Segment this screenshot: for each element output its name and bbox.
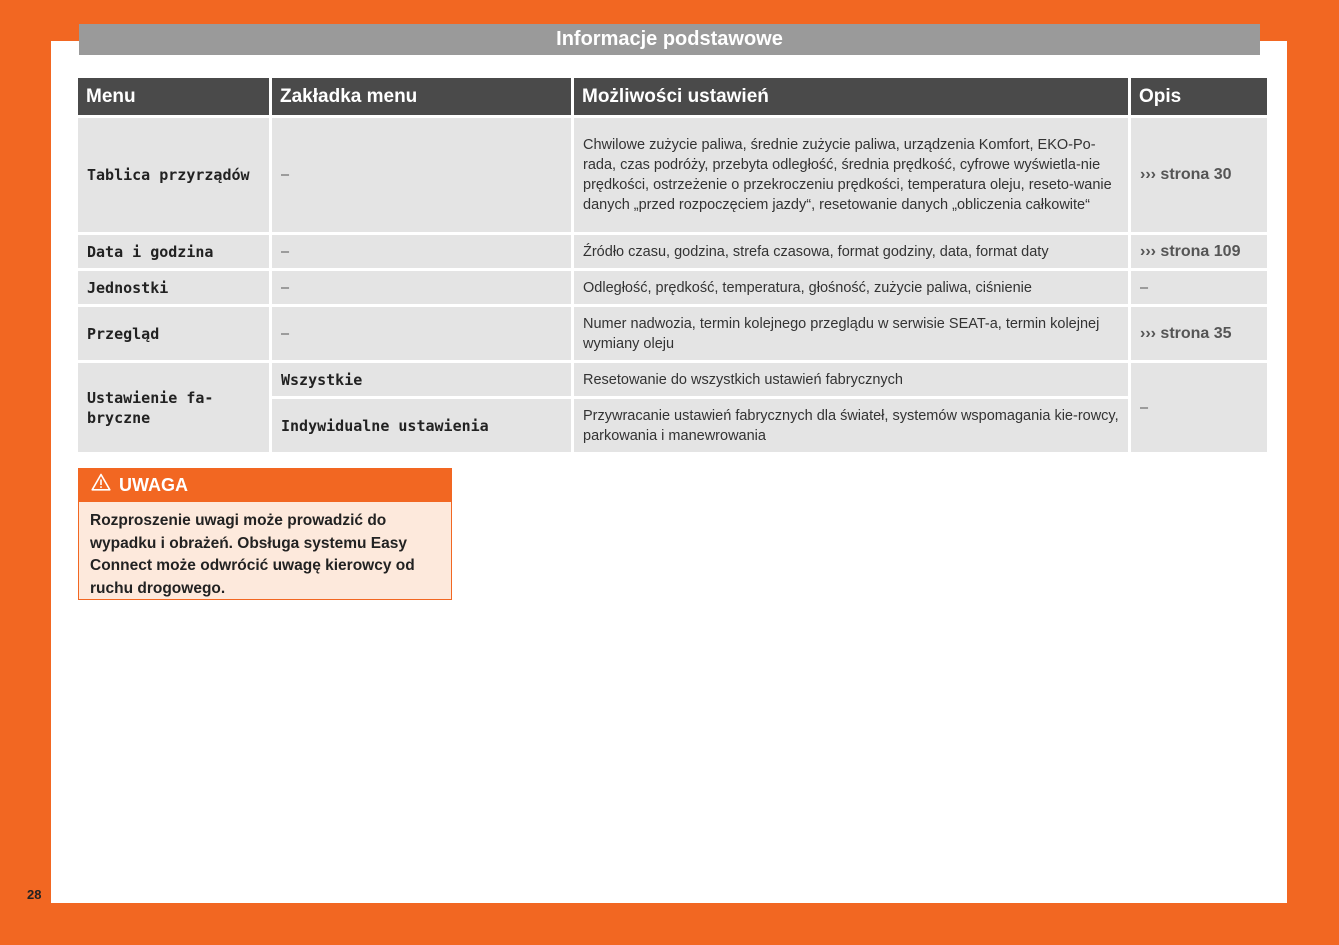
tab-cell: – bbox=[272, 271, 571, 304]
options-cell: Resetowanie do wszystkich ustawień fabrycznych bbox=[574, 363, 1128, 396]
warning-text: Rozproszenie uwagi może prowadzić do wypadku i obrażeń. Obsługa systemu Easy Connect może odwrócić uwagę kierowcy od ruchu drogowego. bbox=[90, 512, 415, 597]
warning-title: UWAGA bbox=[119, 475, 188, 495]
menu-cell: Przegląd bbox=[78, 307, 269, 360]
settings-table bbox=[75, 75, 1270, 455]
table-row bbox=[78, 271, 1267, 304]
table-row bbox=[78, 363, 1267, 396]
options-cell: Źródło czasu, godzina, strefa czasowa, format godziny, data, format daty bbox=[574, 235, 1128, 268]
options-cell: Numer nadwozia, termin kolejnego przeglądu w serwisie SEAT-a, termin kolejnej wymiany oleju bbox=[574, 307, 1128, 360]
column-header-description: Opis bbox=[1131, 78, 1267, 115]
page-reference-link[interactable]: ››› strona 30 bbox=[1131, 118, 1267, 232]
column-header-tab: Zakładka menu bbox=[272, 78, 571, 115]
warning-triangle-icon bbox=[91, 469, 111, 502]
tab-cell: Indywidualne ustawienia bbox=[272, 399, 571, 452]
table-row bbox=[78, 118, 1267, 232]
options-cell: Odległość, prędkość, temperatura, głośność, zużycie paliwa, ciśnienie bbox=[574, 271, 1128, 304]
warning-header bbox=[79, 469, 451, 502]
table-row bbox=[78, 307, 1267, 360]
warning-box bbox=[78, 468, 452, 600]
menu-cell: Ustawienie fa-bryczne bbox=[78, 363, 269, 452]
tab-cell: – bbox=[272, 235, 571, 268]
menu-cell: Data i godzina bbox=[78, 235, 269, 268]
column-header-menu: Menu bbox=[78, 78, 269, 115]
page-reference-link[interactable]: ››› strona 35 bbox=[1131, 307, 1267, 360]
section-title: Informacje podstawowe bbox=[79, 24, 1260, 55]
menu-cell: Tablica przyrządów bbox=[78, 118, 269, 232]
tab-cell: – bbox=[272, 307, 571, 360]
page-number: 28 bbox=[27, 887, 42, 902]
menu-cell: Jednostki bbox=[78, 271, 269, 304]
page-reference-link[interactable]: ››› strona 109 bbox=[1131, 235, 1267, 268]
tab-cell: – bbox=[272, 118, 571, 232]
description-cell: – bbox=[1131, 271, 1267, 304]
description-cell: – bbox=[1131, 363, 1267, 452]
column-header-options: Możliwości ustawień bbox=[574, 78, 1128, 115]
tab-cell: Wszystkie bbox=[272, 363, 571, 396]
table-row bbox=[78, 235, 1267, 268]
options-cell: Chwilowe zużycie paliwa, średnie zużycie paliwa, urządzenia Komfort, EKO-Po-rada, czas podróży, przebyta odległość, średnia prędkość, cyfrowe wyświetla-nie prędkości, ostrzeżenie o przekroczeniu prędkości, temperatura oleju, reseto-wanie danych „przed rozpoczęciem jazdy“, resetowanie danych „obliczenia całkowite“ bbox=[574, 118, 1128, 232]
options-cell: Przywracanie ustawień fabrycznych dla świateł, systemów wspomagania kie-rowcy, parkowania i manewrowania bbox=[574, 399, 1128, 452]
table-header-row bbox=[78, 78, 1267, 115]
